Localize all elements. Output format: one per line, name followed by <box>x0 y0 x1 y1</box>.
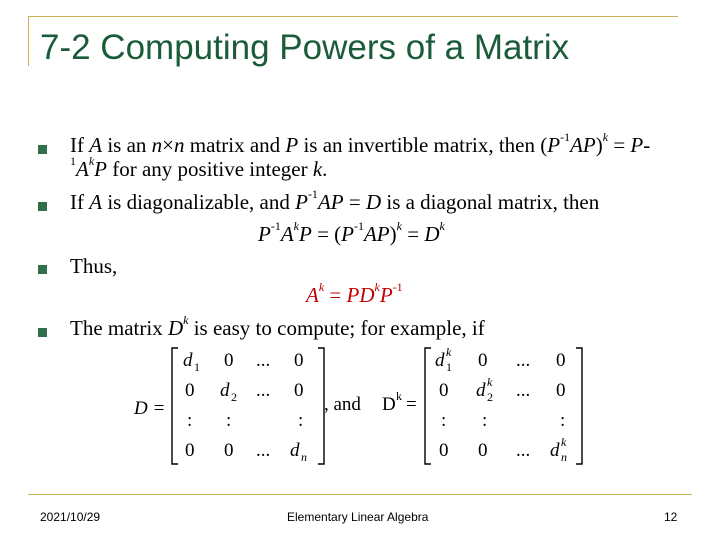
dk-entry-4-3: ... <box>516 440 531 461</box>
page-title: 7-2 Computing Powers of a Matrix <box>40 28 570 67</box>
d-entry-2-2: d <box>220 380 230 401</box>
dk-entry-2-3: ... <box>516 380 531 401</box>
dk-entry-1-4: 0 <box>556 350 566 371</box>
svg-text:k: k <box>487 375 493 389</box>
dk-entry-1-3: ... <box>516 350 531 371</box>
equation-pkp: $P^{-1}A^kP = (P^{-1}AP)^k = D^k$ <box>258 219 445 246</box>
d-entry-1-1: d <box>183 350 193 371</box>
equation-ak: $A^k = PD^kP^{-1}$ <box>306 280 403 307</box>
bullet-4-text: The matrix $D^k$ is easy to compute; for example, if <box>70 313 485 340</box>
dk-entry-2-4: 0 <box>556 380 566 401</box>
d-entry-4-1: 0 <box>185 440 195 461</box>
svg-text:1: 1 <box>446 360 452 374</box>
svg-text:2: 2 <box>231 390 237 404</box>
d-entry-4-4: d <box>290 440 300 461</box>
left-bracket <box>172 348 178 464</box>
diagonal-matrix-equation <box>128 342 588 472</box>
bullet-marker <box>38 328 47 337</box>
d-entry-2-1: 0 <box>185 380 195 401</box>
bullet-marker <box>38 202 47 211</box>
dk-entry-3-2: : <box>482 410 488 431</box>
bullet-marker <box>38 145 47 154</box>
svg-text:n: n <box>301 450 307 464</box>
d-entry-2-3: ... <box>256 380 271 401</box>
title-frame-left <box>28 16 29 66</box>
dk-entry-3-4: : <box>560 410 566 431</box>
dk-equals: = <box>406 394 417 415</box>
d-entry-2-4: 0 <box>294 380 304 401</box>
dk-entry-2-2: d <box>476 380 486 401</box>
dk-entry-3-1: : <box>441 410 447 431</box>
footer-date: 2021/10/29 <box>40 510 101 524</box>
left-bracket <box>425 348 431 464</box>
bullet-3-text: Thus, <box>70 254 118 278</box>
bullet-2-text: If A is diagonalizable, and $P^{-1}AP = D$ is a diagonal matrix, then <box>70 187 600 214</box>
dk-entry-2-1: 0 <box>439 380 449 401</box>
dk-entry-1-1: d <box>435 350 445 371</box>
dk-label: D <box>382 394 396 415</box>
dk-entry-4-2: 0 <box>478 440 488 461</box>
right-bracket <box>576 348 582 464</box>
matrix-d-label: D = <box>134 398 166 419</box>
svg-text:2: 2 <box>487 390 493 404</box>
title-frame-top <box>28 16 678 17</box>
d-entry-3-4: : <box>298 410 304 431</box>
dk-sup: k <box>396 389 402 403</box>
footer-course: Elementary Linear Algebra <box>287 510 429 524</box>
svg-text:n: n <box>561 450 567 464</box>
d-entry-3-1: : <box>187 410 193 431</box>
connector-text: , and <box>324 394 361 415</box>
d-entry-1-2: 0 <box>224 350 234 371</box>
dk-entry-4-1: 0 <box>439 440 449 461</box>
footer-page-number: 12 <box>664 510 678 524</box>
d-entry-3-2: : <box>226 410 232 431</box>
footer-rule <box>28 494 692 495</box>
d-entry-4-2: 0 <box>224 440 234 461</box>
d-entry-1-4: 0 <box>294 350 304 371</box>
dk-entry-1-2: 0 <box>478 350 488 371</box>
svg-text:k: k <box>561 435 567 449</box>
svg-text:k: k <box>446 345 452 359</box>
svg-text:1: 1 <box>194 360 200 374</box>
d-entry-4-3: ... <box>256 440 271 461</box>
dk-entry-4-4: d <box>550 440 560 461</box>
bullet-1-line-2: $^1A^kP$ for any positive integer k. <box>70 154 328 181</box>
d-entry-1-3: ... <box>256 350 271 371</box>
bullet-marker <box>38 265 47 274</box>
bullet-1-line-1: If A is an n×n matrix and P is an invertible matrix, then $(P^{-1}AP)^k = P-$ <box>70 130 651 157</box>
